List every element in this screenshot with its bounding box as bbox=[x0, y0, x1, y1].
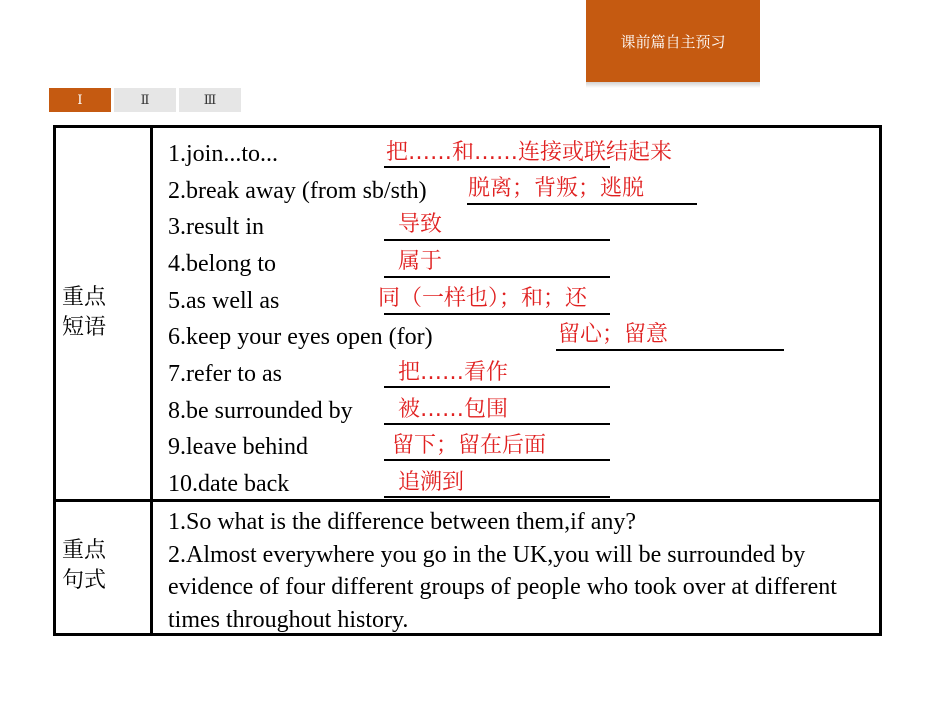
answer-1: 把……和……连接或联结起来 bbox=[386, 140, 673, 165]
tab-1[interactable]: Ⅰ bbox=[49, 88, 111, 112]
answer-7: 把……看作 bbox=[398, 360, 509, 385]
phrase-6: 6.keep your eyes open (for) bbox=[168, 324, 433, 350]
row-divider bbox=[56, 499, 879, 502]
section-badge bbox=[586, 0, 760, 82]
phrase-9: 9.leave behind bbox=[168, 434, 308, 460]
answer-6: 留心；留意 bbox=[558, 322, 669, 347]
answer-3: 导致 bbox=[398, 212, 443, 237]
phrase-8: 8.be surrounded by bbox=[168, 398, 353, 424]
tab-2[interactable]: Ⅱ bbox=[114, 88, 176, 112]
section-label: 课前篇自主预习 bbox=[620, 32, 726, 51]
column-divider bbox=[150, 128, 153, 633]
answer-blank-5 bbox=[384, 313, 610, 315]
sentence-2: 2.Almost everywhere you go in the UK,you will be surrounded by evidence of four different groups of people who took over at different times throughout history. bbox=[168, 541, 837, 633]
answer-4: 属于 bbox=[398, 249, 443, 274]
answer-10: 追溯到 bbox=[398, 470, 465, 495]
phrase-7: 7.refer to as bbox=[168, 361, 282, 387]
sentence-1: 1.So what is the difference between them,if any? bbox=[168, 509, 637, 535]
phrase-5: 5.as well as bbox=[168, 288, 280, 314]
answer-9: 留下；留在后面 bbox=[392, 433, 547, 458]
phrase-10: 10.date back bbox=[168, 471, 290, 497]
answer-2: 脱离；背叛；逃脱 bbox=[468, 176, 645, 201]
answer-8: 被……包围 bbox=[398, 397, 509, 422]
sentences-label: 重点 句式 bbox=[62, 538, 107, 593]
sentence-block bbox=[168, 506, 868, 636]
answer-blank-6 bbox=[556, 349, 784, 351]
answer-5: 同（一样也）；和；还 bbox=[378, 286, 588, 311]
tab-bar bbox=[49, 88, 241, 112]
answer-blank-2 bbox=[467, 203, 697, 205]
phrases-label: 重点 短语 bbox=[62, 285, 107, 340]
section-badge-shadow bbox=[586, 82, 760, 88]
phrase-1: 1.join...to... bbox=[168, 141, 279, 167]
phrase-3: 3.result in bbox=[168, 214, 264, 240]
phrase-2: 2.break away (from sb/sth) bbox=[168, 178, 427, 204]
phrase-4: 4.belong to bbox=[168, 251, 276, 277]
tab-3[interactable]: Ⅲ bbox=[179, 88, 241, 112]
answer-blank-4 bbox=[384, 276, 610, 278]
answer-blank-3 bbox=[384, 239, 610, 241]
vocabulary-table bbox=[53, 125, 882, 636]
